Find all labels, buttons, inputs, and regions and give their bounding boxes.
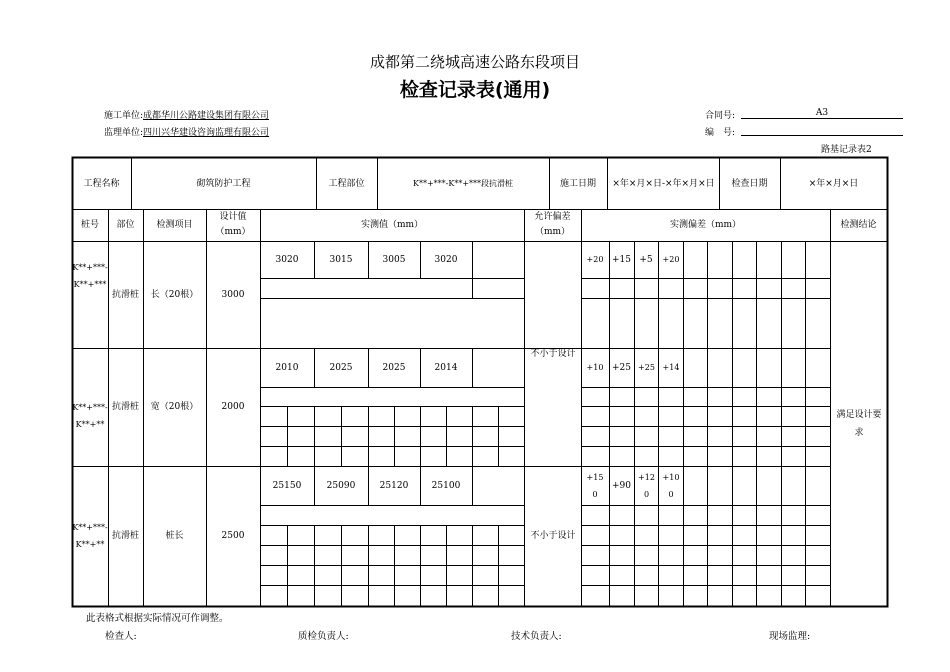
construction-date-value: ×年×月×日-×年×月×日 — [612, 178, 715, 189]
group1-part: 抗滑桩 — [112, 289, 140, 300]
project-part-label: 工程部位 — [328, 178, 365, 189]
col-conclusion: 检测结论 — [840, 220, 877, 230]
construction-date-label: 施工日期 — [559, 178, 596, 189]
group2-measured-3: 2025 — [382, 362, 406, 373]
col-station: 桩号 — [80, 220, 99, 230]
serial-label: 编 号: — [705, 128, 736, 138]
group2-item: 宽（20根） — [150, 402, 199, 412]
group2-measured-1: 2010 — [275, 362, 299, 373]
group3-part: 抗滑桩 — [112, 531, 140, 541]
footer-site-supervisor: 现场监理: — [769, 631, 811, 642]
col-tolerance: 允许偏差（mm） — [534, 212, 571, 237]
group2-deviation-4: +14 — [662, 363, 680, 372]
group1-measured-3: 3005 — [382, 254, 406, 265]
group2-deviation-1: +10 — [586, 363, 604, 372]
group2-measured-2: 2025 — [329, 362, 353, 373]
group1-design: 3000 — [221, 289, 245, 300]
group3-deviation-2: +90 — [612, 480, 631, 491]
group1-deviation-2: +15 — [612, 254, 631, 265]
project-part-value: K**+***-K**+***段抗滑桩 — [412, 179, 514, 188]
group3-deviation-1: +150 — [586, 472, 604, 499]
group3-design: 2500 — [221, 531, 245, 541]
form-title: 检查记录表(通用) — [399, 79, 551, 101]
col-design: 设计值（mm） — [215, 212, 251, 237]
supervision-unit-label: 监理单位: — [104, 128, 144, 138]
project-title: 成都第二绕城高速公路东段项目 — [369, 53, 580, 71]
group1-deviation-3: +5 — [639, 254, 653, 265]
tolerance-group-1-2: 不小于设计 — [530, 348, 576, 359]
supervision-unit-value: 四川兴华建设咨询监理有限公司 — [143, 128, 270, 138]
project-name-value: 砌筑防护工程 — [196, 178, 251, 189]
group1-deviation-1: +20 — [586, 255, 604, 264]
contract-value: A3 — [815, 108, 829, 118]
group1-item: 长（20根） — [150, 289, 199, 300]
group2-deviation-3: +25 — [638, 363, 655, 372]
footer-tech-person: 技术负责人: — [511, 631, 562, 642]
contract-label: 合同号: — [705, 111, 736, 121]
group3-deviation-3: +120 — [638, 472, 655, 499]
footer-qc-person: 质检负责人: — [298, 631, 349, 642]
col-part: 部位 — [116, 220, 135, 230]
construction-unit-label: 施工单位: — [104, 111, 144, 121]
group2-deviation-2: +25 — [612, 362, 631, 373]
group2-design: 2000 — [221, 402, 245, 412]
group1-deviation-4: +20 — [662, 255, 680, 264]
group3-item: 桩长 — [165, 531, 184, 541]
group1-station: K**+***-K**+*** — [72, 263, 108, 289]
inspection-date-label: 检查日期 — [731, 178, 768, 189]
group2-measured-4: 2014 — [434, 362, 458, 373]
group2-station: K**+***-K**+** — [72, 403, 108, 429]
group3-measured-1: 25150 — [272, 480, 302, 491]
footer-note: 此表格式根据实际情况可作调整。 — [86, 613, 229, 624]
tolerance-group-3: 不小于设计 — [530, 531, 576, 541]
group1-measured-1: 3020 — [275, 254, 299, 265]
group1-measured-4: 3020 — [434, 254, 458, 265]
group3-measured-3: 25120 — [379, 480, 409, 491]
group3-measured-4: 25100 — [431, 480, 461, 491]
group3-deviation-4: +100 — [662, 472, 680, 499]
group1-measured-2: 3015 — [329, 254, 353, 265]
group2-part: 抗滑桩 — [112, 402, 140, 412]
project-name-label: 工程名称 — [83, 178, 120, 189]
conclusion-value: 满足设计要求 — [836, 409, 882, 438]
col-deviation: 实测偏差（mm） — [669, 220, 742, 230]
group3-measured-2: 25090 — [326, 480, 356, 491]
inspection-date-value: ×年×月×日 — [808, 178, 859, 189]
col-measured: 实测值（mm） — [360, 220, 424, 230]
col-item: 检测项目 — [156, 220, 193, 230]
group3-station: K**+***-K**+** — [72, 523, 108, 549]
form-code: 路基记录表2 — [821, 145, 872, 155]
construction-unit-value: 成都华川公路建设集团有限公司 — [143, 111, 270, 121]
footer-inspector: 检查人: — [105, 631, 137, 642]
